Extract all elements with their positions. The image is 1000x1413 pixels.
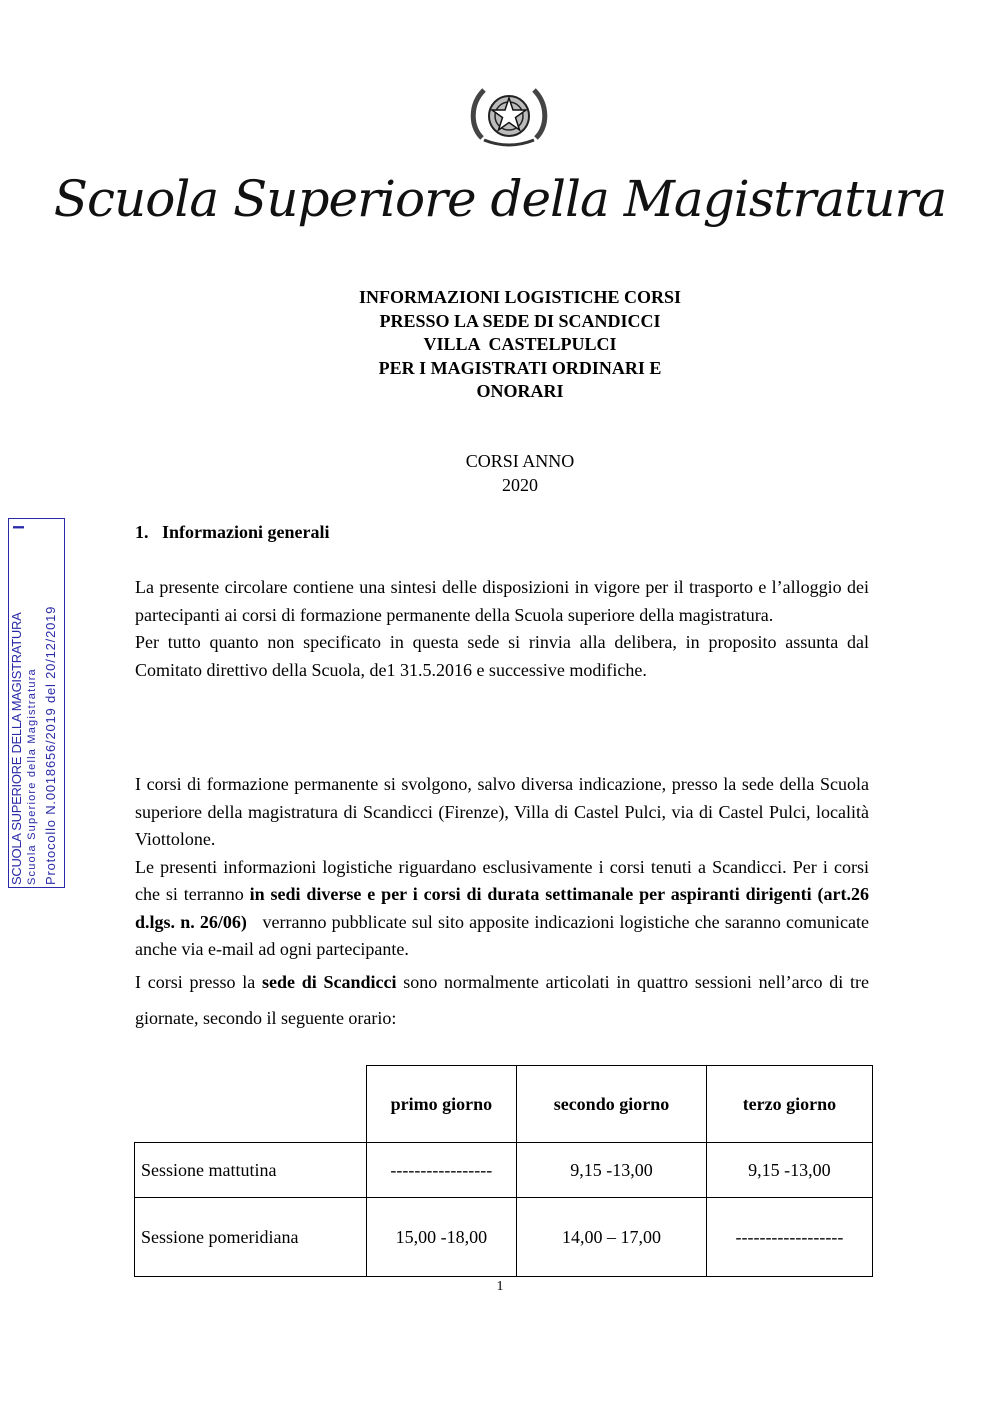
table-cell: ----------------- [366, 1143, 517, 1198]
table-cell: ------------------ [706, 1198, 872, 1277]
text-run-bold: sede di Scandicci [261, 971, 397, 992]
paragraph: I corsi di formazione permanente si svolgono, salvo diversa indicazione, presso la sede della Scuola superiore della magistratura di Scandicci (Firenze), Villa di Castel Pulci, via di Castel Pulci, località Viottolone. [135, 774, 869, 849]
schedule-table [134, 1065, 873, 1277]
table-header-cell: secondo giorno [517, 1066, 707, 1143]
text-run-bold: in sedi diverse e per i corsi di durata settimanale per aspiranti dirigenti (art.26 d.lgs. n. 26/06) [135, 884, 869, 932]
table-cell: 9,15 -13,00 [706, 1143, 872, 1198]
courses-year-value: 2020 [502, 475, 538, 495]
paragraph [135, 854, 874, 964]
repubblica-italiana-emblem-icon [468, 82, 550, 152]
table-cell: Sessione mattutina [135, 1143, 367, 1198]
institution-name: Scuola Superiore della Magistratura [53, 170, 947, 228]
table-header-cell: primo giorno [366, 1066, 517, 1143]
stamp-institution-caps: SCUOLA SUPERIORE DELLA MAGISTRATURA [9, 612, 24, 885]
page-number: 1 [496, 1279, 504, 1294]
table-cell: 14,00 – 17,00 [517, 1198, 707, 1277]
text-run: I corsi presso la [135, 971, 262, 992]
paragraph [135, 964, 869, 1036]
courses-year-label: CORSI ANNO [465, 451, 575, 471]
text-run: sono normalmente articolati in quattro sessioni nell’arco di tre giornate, secondo il seguente orario: [135, 971, 870, 1028]
courses-year [390, 449, 650, 497]
document-heading [290, 286, 750, 404]
section-body [135, 771, 874, 1036]
heading-line: VILLA CASTELPULCI [423, 334, 617, 354]
table-cell: 9,15 -13,00 [517, 1143, 707, 1198]
paragraph: La presente circolare contiene una sintesi delle disposizioni in vigore per il trasporto e l’alloggio dei partecipanti ai corsi di formazione permanente della Scuola superiore della magistratura. [135, 577, 869, 625]
section-intro [135, 574, 869, 684]
table-cell: Sessione pomeridiana [135, 1198, 367, 1277]
table-row [135, 1143, 873, 1198]
protocol-stamp [8, 518, 65, 888]
heading-line: ONORARI [476, 381, 564, 401]
heading-line: PRESSO LA SEDE DI SCANDICCI [379, 310, 661, 331]
stamp-protocol-number: Protocollo N.0018656/2019 del 20/12/2019 [43, 605, 58, 885]
table-header-cell [135, 1066, 367, 1143]
table-header-row [135, 1066, 873, 1143]
text-run: Le presenti informazioni logistiche riguardano esclusivamente i corsi tenuti a Scandicci. Per i corsi che si terranno [135, 856, 869, 904]
text-run: verranno pubblicate sul sito apposite indicazioni logistiche che saranno comunicate anche via e-mail ad ogni partecipante. [135, 911, 874, 959]
table-row [135, 1198, 873, 1277]
table-cell: 15,00 -18,00 [366, 1198, 517, 1277]
heading-line: PER I MAGISTRATI ORDINARI E [378, 357, 662, 378]
paragraph: Per tutto quanto non specificato in questa sede si rinvia alla delibera, in proposito assunta dal Comitato direttivo della Scuola, de1 31.5.2016 e successive modifiche. [135, 632, 869, 680]
table-header-cell: terzo giorno [706, 1066, 872, 1143]
section-title: 1. Informazioni generali [135, 522, 330, 542]
stamp-mark: I [11, 525, 28, 530]
heading-line: INFORMAZIONI LOGISTICHE CORSI [358, 287, 682, 307]
protocol-stamp-text [9, 519, 66, 889]
stamp-institution: Scuola Superiore della Magistratura [26, 668, 38, 885]
